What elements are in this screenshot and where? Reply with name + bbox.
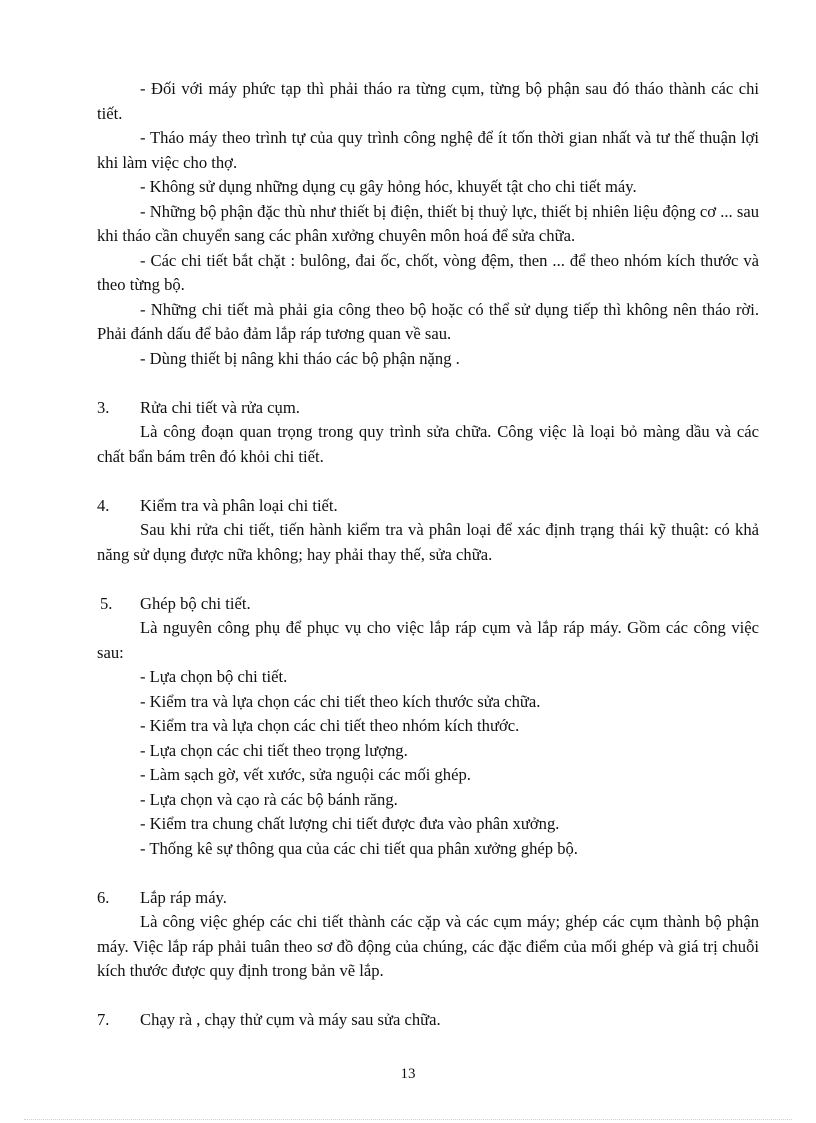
list-item: - Lựa chọn bộ chi tiết. xyxy=(140,667,288,686)
intro-item: - Dùng thiết bị nâng khi tháo các bộ phận nặng . xyxy=(140,348,460,368)
section-body: Là công việc ghép các chi tiết thành các cặp và các cụm máy; ghép các cụm thành bộ phận máy. Việc lắp ráp phải tuân theo sơ đồ động của chúng, các đặc điểm của mối ghép và giá trị chuỗi kích thước được quy định trong bản vẽ lắp. xyxy=(97,912,759,980)
document-body xyxy=(97,77,759,1033)
section-title: Lắp ráp máy. xyxy=(140,887,227,907)
intro-item: - Những bộ phận đặc thù như thiết bị điện, thiết bị thuỷ lực, thiết bị nhiên liệu động cơ ... sau khi tháo cần chuyển sang các phân xưởng chuyên môn hoá để sửa chữa. xyxy=(97,201,759,245)
intro-item: - Những chi tiết mà phải gia công theo bộ hoặc có thể sử dụng tiếp thì không nên tháo rời. Phải đánh dấu để bảo đảm lắp ráp tương quan về sau. xyxy=(97,299,759,343)
intro-item: - Các chi tiết bắt chặt : bulông, đai ốc, chốt, vòng đệm, then ... để theo nhóm kích thước và theo từng bộ. xyxy=(97,250,759,294)
section-number: 5. xyxy=(100,593,113,613)
intro-item: - Đối với máy phức tạp thì phải tháo ra từng cụm, từng bộ phận sau đó tháo thành các chi tiết. xyxy=(97,79,759,123)
section-title: Rửa chi tiết và rửa cụm. xyxy=(140,397,300,417)
section-heading xyxy=(97,396,759,421)
list-item: - Làm sạch gờ, vết xước, sửa nguội các mối ghép. xyxy=(140,765,471,784)
section-heading xyxy=(97,592,759,617)
section-title: Ghép bộ chi tiết. xyxy=(140,593,251,613)
intro-item: - Tháo máy theo trình tự của quy trình công nghệ để ít tốn thời gian nhất và tư thế thuận lợi khi làm việc cho thợ. xyxy=(97,128,759,172)
section-body: Sau khi rửa chi tiết, tiến hành kiểm tra và phân loại để xác định trạng thái kỹ thuật: có khả năng sử dụng được nữa không; hay phải thay thế, sửa chữa. xyxy=(97,520,759,564)
section-heading xyxy=(97,1008,759,1033)
list-item: - Lựa chọn và cạo rà các bộ bánh răng. xyxy=(140,789,398,809)
page-number: 13 xyxy=(400,1066,416,1082)
section-body: Là nguyên công phụ để phục vụ cho việc lắp ráp cụm và lắp ráp máy. Gồm các công việc sau: xyxy=(97,618,759,662)
list-item: - Lựa chọn các chi tiết theo trọng lượng. xyxy=(140,740,408,760)
section-number: 6. xyxy=(97,887,110,907)
list-item: - Kiểm tra và lựa chọn các chi tiết theo kích thước sửa chữa. xyxy=(140,691,541,711)
list-item: - Thống kê sự thông qua của các chi tiết qua phân xưởng ghép bộ. xyxy=(140,838,578,858)
list-item: - Kiểm tra chung chất lượng chi tiết được đưa vào phân xưởng. xyxy=(140,814,560,833)
section-number: 7. xyxy=(97,1010,110,1029)
section-number: 3. xyxy=(97,397,110,417)
section-heading xyxy=(97,886,759,911)
section-title: Chạy rà , chạy thử cụm và máy sau sửa chữa. xyxy=(140,1010,441,1029)
section-body: Là công đoạn quan trọng trong quy trình sửa chữa. Công việc là loại bỏ màng dầu và các chất bẩn bám trên đó khỏi chi tiết. xyxy=(97,422,759,466)
section-heading xyxy=(97,494,759,519)
section-title: Kiểm tra và phân loại chi tiết. xyxy=(140,495,338,515)
list-item: - Kiểm tra và lựa chọn các chi tiết theo nhóm kích thước. xyxy=(140,716,520,735)
intro-item: - Không sử dụng những dụng cụ gây hỏng hóc, khuyết tật cho chi tiết máy. xyxy=(140,177,637,196)
section-number: 4. xyxy=(97,495,110,515)
page-footer-rule xyxy=(24,1119,792,1120)
